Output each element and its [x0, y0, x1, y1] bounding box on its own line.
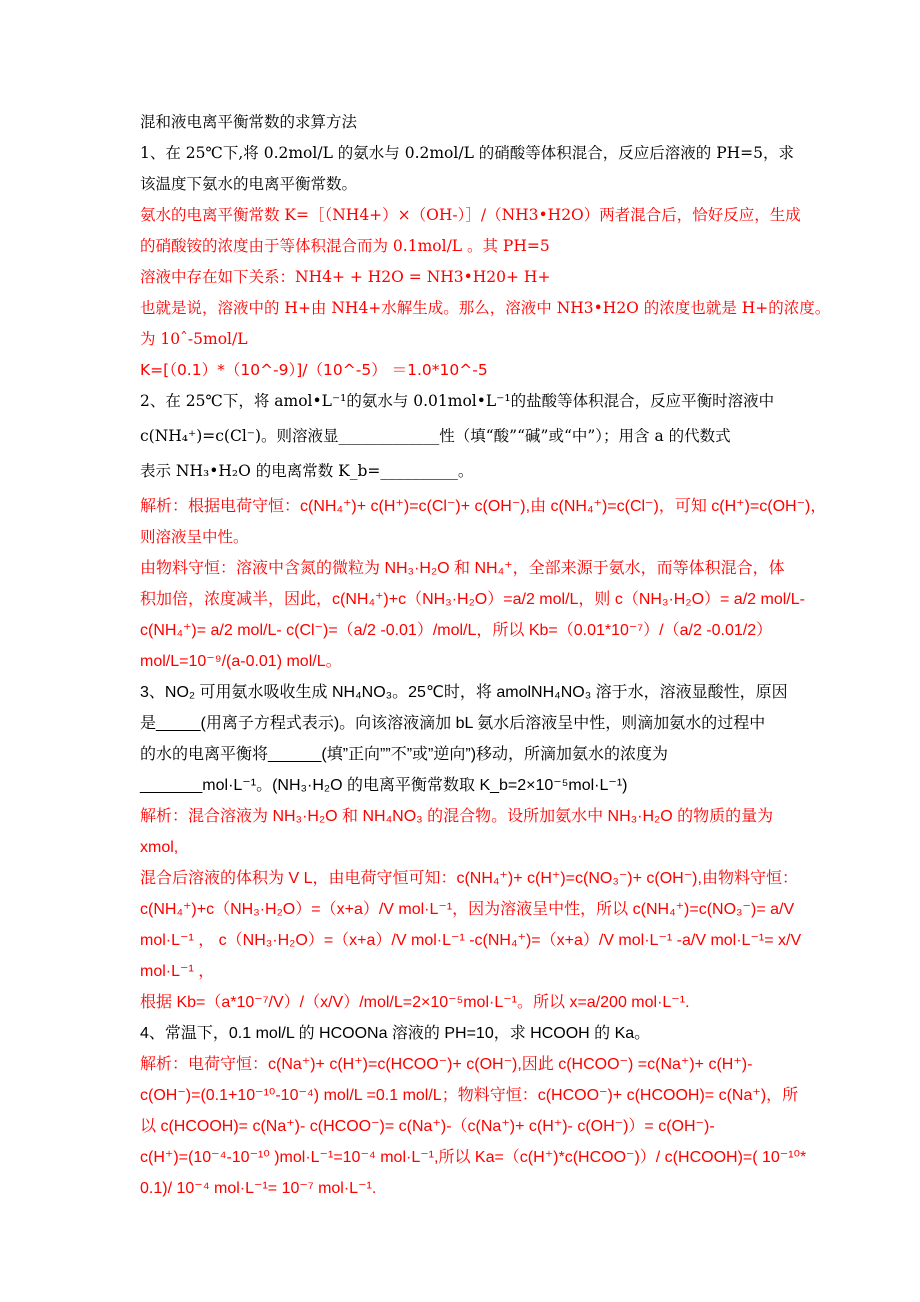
q3-answer-line-4: c(NH₄⁺)+c（NH₃·H₂O）=（x+a）/V mol·L⁻¹，因为溶液呈中性，所以 c(NH₄⁺)=c(NO₃⁻)= a/V: [140, 901, 795, 918]
q3-line-1: 3、NO₂ 可用氨水吸收生成 NH₄NO₃。25℃时，将 amolNH₄NO₃ 溶于水，溶液显酸性，原因: [140, 684, 788, 701]
q3-answer-line-6: mol·L⁻¹ ，: [140, 963, 215, 980]
q2-answer-line-1: 解析：根据电荷守恒：c(NH₄⁺)+ c(H⁺)=c(Cl⁻)+ c(OH⁻),由 c(NH₄⁺)=c(Cl⁻)，可知 c(H⁺)=c(OH⁻)，: [140, 498, 827, 515]
q4-line-1: 4、常温下，0.1 mol/L 的 HCOONa 溶液的 PH=10，求 HCOOH 的 Ka。: [140, 1025, 651, 1042]
q4-answer-line-1: 解析：电荷守恒：c(Na⁺)+ c(H⁺)=c(HCOO⁻)+ c(OH⁻),因此 c(HCOO⁻) =c(Na⁺)+ c(H⁺)-: [140, 1056, 753, 1073]
q3-answer-line-5: mol·L⁻¹ ， c（NH₃·H₂O）=（x+a）/V mol·L⁻¹ -c(NH₄⁺)=（x+a）/V mol·L⁻¹ -a/V mol·L⁻¹= x/V: [140, 932, 802, 949]
q1-answer-line-2: 的硝酸铵的浓度由于等体积混合而为 0.1mol/L 。其 PH=5: [140, 237, 550, 255]
document-body: [140, 112, 831, 1209]
q1-answer-line-4: 也就是说，溶液中的 H+由 NH4+水解生成。那么，溶液中 NH3•H2O 的浓度也就是 H+的浓度。: [140, 299, 831, 317]
q1-answer-line-1: 氨水的电离平衡常数 K=［（NH4+）×（OH-）］/（NH3•H2O）两者混合后，恰好反应，生成: [140, 206, 801, 224]
q2-answer-line-3: 由物料守恒：溶液中含氮的微粒为 NH₃·H₂O 和 NH₄⁺，全部来源于氨水，而等体积混合，体: [140, 560, 785, 577]
q2-answer-line-6: mol/L=10⁻⁹/(a-0.01) mol/L。: [140, 653, 342, 670]
q3-line-4: _______mol·L⁻¹。(NH₃·H₂O 的电离平衡常数取 K_b=2×10⁻⁵mol·L⁻¹): [140, 777, 628, 794]
q2-answer-line-5: c(NH₄⁺)= a/2 mol/L- c(Cl⁻)=（a/2 -0.01）/mol/L，所以 Kb=（0.01*10⁻⁷）/（a/2 -0.01/2）: [140, 622, 773, 639]
q3-answer-line-7: 根据 Kb=（a*10⁻⁷/V）/（x/V）/mol/L=2×10⁻⁵mol·L⁻¹。所以 x=a/200 mol·L⁻¹.: [140, 994, 690, 1011]
q1-line-1: 1、在 25℃下,将 0.2mol/L 的氨水与 0.2mol/L 的硝酸等体积混合，反应后溶液的 PH=5，求: [140, 144, 795, 162]
q1-answer-line-3: 溶液中存在如下关系：NH4+ + H2O = NH3•H20+ H+: [140, 268, 551, 286]
q3-line-2: 是_____(用离子方程式表示)。向该溶液滴加 bL 氨水后溶液呈中性，则滴加氨水的过程中: [140, 715, 766, 732]
q2-line-3: 表示 NH₃•H₂O 的电离常数 K_b=__________。: [140, 462, 474, 480]
q4-answer-line-3: 以 c(HCOOH)= c(Na⁺)- c(HCOO⁻)= c(Na⁺)-（c(Na⁺)+ c(H⁺)- c(OH⁻)）= c(OH⁻)-: [140, 1118, 715, 1135]
q2-line-1: 2、在 25℃下，将 amol•L⁻¹的氨水与 0.01mol•L⁻¹的盐酸等体积混合，反应平衡时溶液中: [140, 392, 775, 410]
q3-line-3: 的水的电离平衡将______(填”正向””不”或”逆向”)移动，所滴加氨水的浓度为: [140, 746, 669, 763]
q2-line-2: c(NH₄⁺)=c(Cl⁻)。则溶液显_____________性（填“酸”“碱”或“中”）；用含 a 的代数式: [140, 427, 731, 445]
q1-answer-line-6: K=[（0.1）*（10^-9）]/（10^-5） ＝1.0*10^-5: [140, 361, 488, 379]
q1-answer-line-5: 为 10ˆ-5mol/L: [140, 330, 248, 348]
q1-line-2: 该温度下氨水的电离平衡常数。: [140, 175, 358, 193]
q4-answer-line-5: 0.1)/ 10⁻⁴ mol·L⁻¹= 10⁻⁷ mol·L⁻¹.: [140, 1180, 377, 1197]
q3-answer-line-2: xmol,: [140, 839, 179, 856]
document-title: 混和液电离平衡常数的求算方法: [140, 113, 358, 131]
q4-answer-line-2: c(OH⁻)=(0.1+10⁻¹⁰-10⁻⁴) mol/L =0.1 mol/L；物料守恒：c(HCOO⁻)+ c(HCOOH)= c(Na⁺)，所: [140, 1087, 799, 1104]
q2-answer-line-4: 积加倍，浓度减半，因此，c(NH₄⁺)+c（NH₃·H₂O）=a/2 mol/L，则 c（NH₃·H₂O）= a/2 mol/L-: [140, 591, 805, 608]
q2-answer-line-2: 则溶液呈中性。: [140, 528, 249, 546]
q4-answer-line-4: c(H⁺)=(10⁻⁴-10⁻¹⁰ )mol·L⁻¹=10⁻⁴ mol·L⁻¹,所以 Ka=（c(H⁺)*c(HCOO⁻)）/ c(HCOOH)=( 10⁻¹⁰*: [140, 1149, 807, 1166]
q3-answer-line-1: 解析：混合溶液为 NH₃·H₂O 和 NH₄NO₃ 的混合物。设所加氨水中 NH₃·H₂O 的物质的量为: [140, 808, 774, 825]
q3-answer-line-3: 混合后溶液的体积为 V L，由电荷守恒可知：c(NH₄⁺)+ c(H⁺)=c(NO₃⁻)+ c(OH⁻),由物料守恒：: [140, 870, 798, 887]
